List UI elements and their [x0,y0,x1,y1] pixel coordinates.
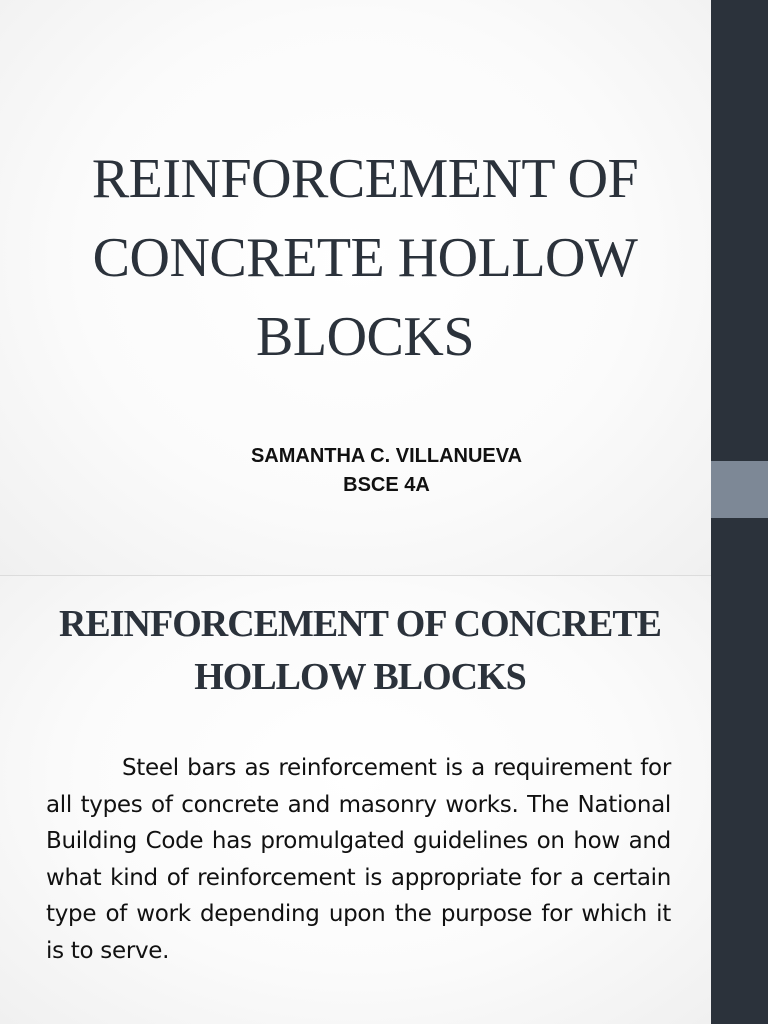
slide1-subtitle [40,442,733,500]
slide2-title: REINFORCEMENT OF CONCRETE HOLLOW BLOCKS [58,603,662,698]
slide1-title: REINFORCEMENT OF CONCRETE HOLLOW BLOCKS [91,148,639,368]
slide2-body-text: Steel bars as reinforcement is a requirement for all types of concrete and masonry works. The National Building Code has promulgated guidelines on how and what kind of reinforcement is appropriate for a certain type of work depending upon the purpose for which it is to serve. [46,755,671,964]
author-name: SAMANTHA C. VILLANUEVA [250,445,523,467]
course-section: BSCE 4A [343,474,430,496]
